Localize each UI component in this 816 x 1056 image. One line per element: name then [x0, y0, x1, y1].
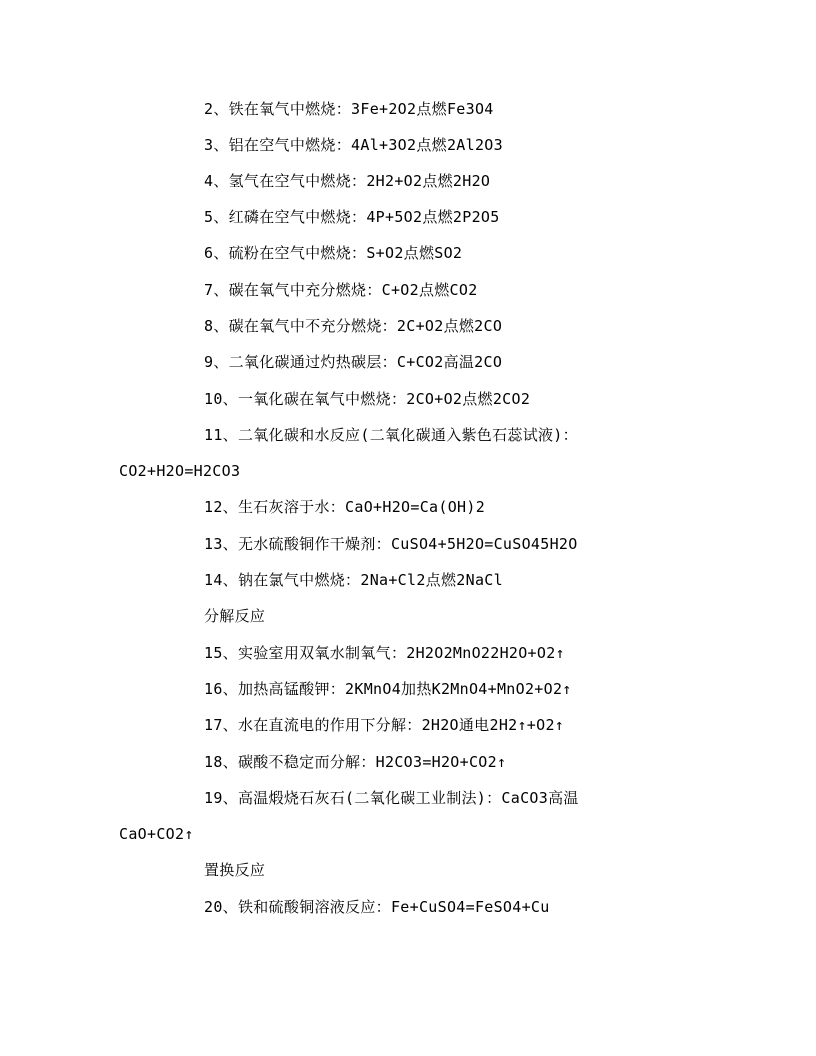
text-line: 14、钠在氯气中燃烧：2Na+Cl2点燃2NaCl: [204, 571, 503, 589]
text-line: 7、碳在氧气中充分燃烧：C+O2点燃CO2: [204, 281, 478, 299]
text-line: 16、加热高锰酸钾：2KMnO4加热K2MnO4+MnO2+O2↑: [204, 680, 572, 698]
section-heading: 置换反应: [204, 861, 266, 879]
text-line: 12、生石灰溶于水：CaO+H2O=Ca(OH)2: [204, 498, 486, 516]
text-line: 5、红磷在空气中燃烧：4P+5O2点燃2P2O5: [204, 208, 500, 226]
text-line: 17、水在直流电的作用下分解：2H2O通电2H2↑+O2↑: [204, 716, 565, 734]
text-line: 9、二氧化碳通过灼热碳层：C+CO2高温2CO: [204, 353, 503, 371]
text-line: CO2+H2O=H2CO3: [119, 462, 241, 480]
text-line: 6、硫粉在空气中燃烧：S+O2点燃SO2: [204, 244, 463, 262]
text-line: CaO+CO2↑: [119, 825, 194, 843]
text-line: 15、实验室用双氧水制氧气：2H2O2MnO22H2O+O2↑: [204, 644, 565, 662]
text-line: 10、一氧化碳在氧气中燃烧：2CO+O2点燃2CO2: [204, 390, 531, 408]
text-line: 19、高温煅烧石灰石(二氧化碳工业制法)：CaCO3高温: [204, 789, 579, 807]
text-line: 8、碳在氧气中不充分燃烧：2C+O2点燃2CO: [204, 317, 503, 335]
text-line: 20、铁和硫酸铜溶液反应：Fe+CuSO4=FeSO4+Cu: [204, 898, 550, 916]
text-line: 11、二氧化碳和水反应(二氧化碳通入紫色石蕊试液)：: [204, 426, 578, 444]
text-line: 13、无水硫酸铜作干燥剂：CuSO4+5H2O=CuSO45H2O: [204, 535, 578, 553]
section-heading: 分解反应: [204, 607, 266, 625]
text-line: 18、碳酸不稳定而分解：H2CO3=H2O+CO2↑: [204, 753, 507, 771]
text-line: 4、氢气在空气中燃烧：2H2+O2点燃2H2O: [204, 172, 491, 190]
text-line: 2、铁在氧气中燃烧：3Fe+2O2点燃Fe3O4: [204, 100, 494, 118]
text-line: 3、铝在空气中燃烧：4Al+3O2点燃2Al2O3: [204, 136, 503, 154]
